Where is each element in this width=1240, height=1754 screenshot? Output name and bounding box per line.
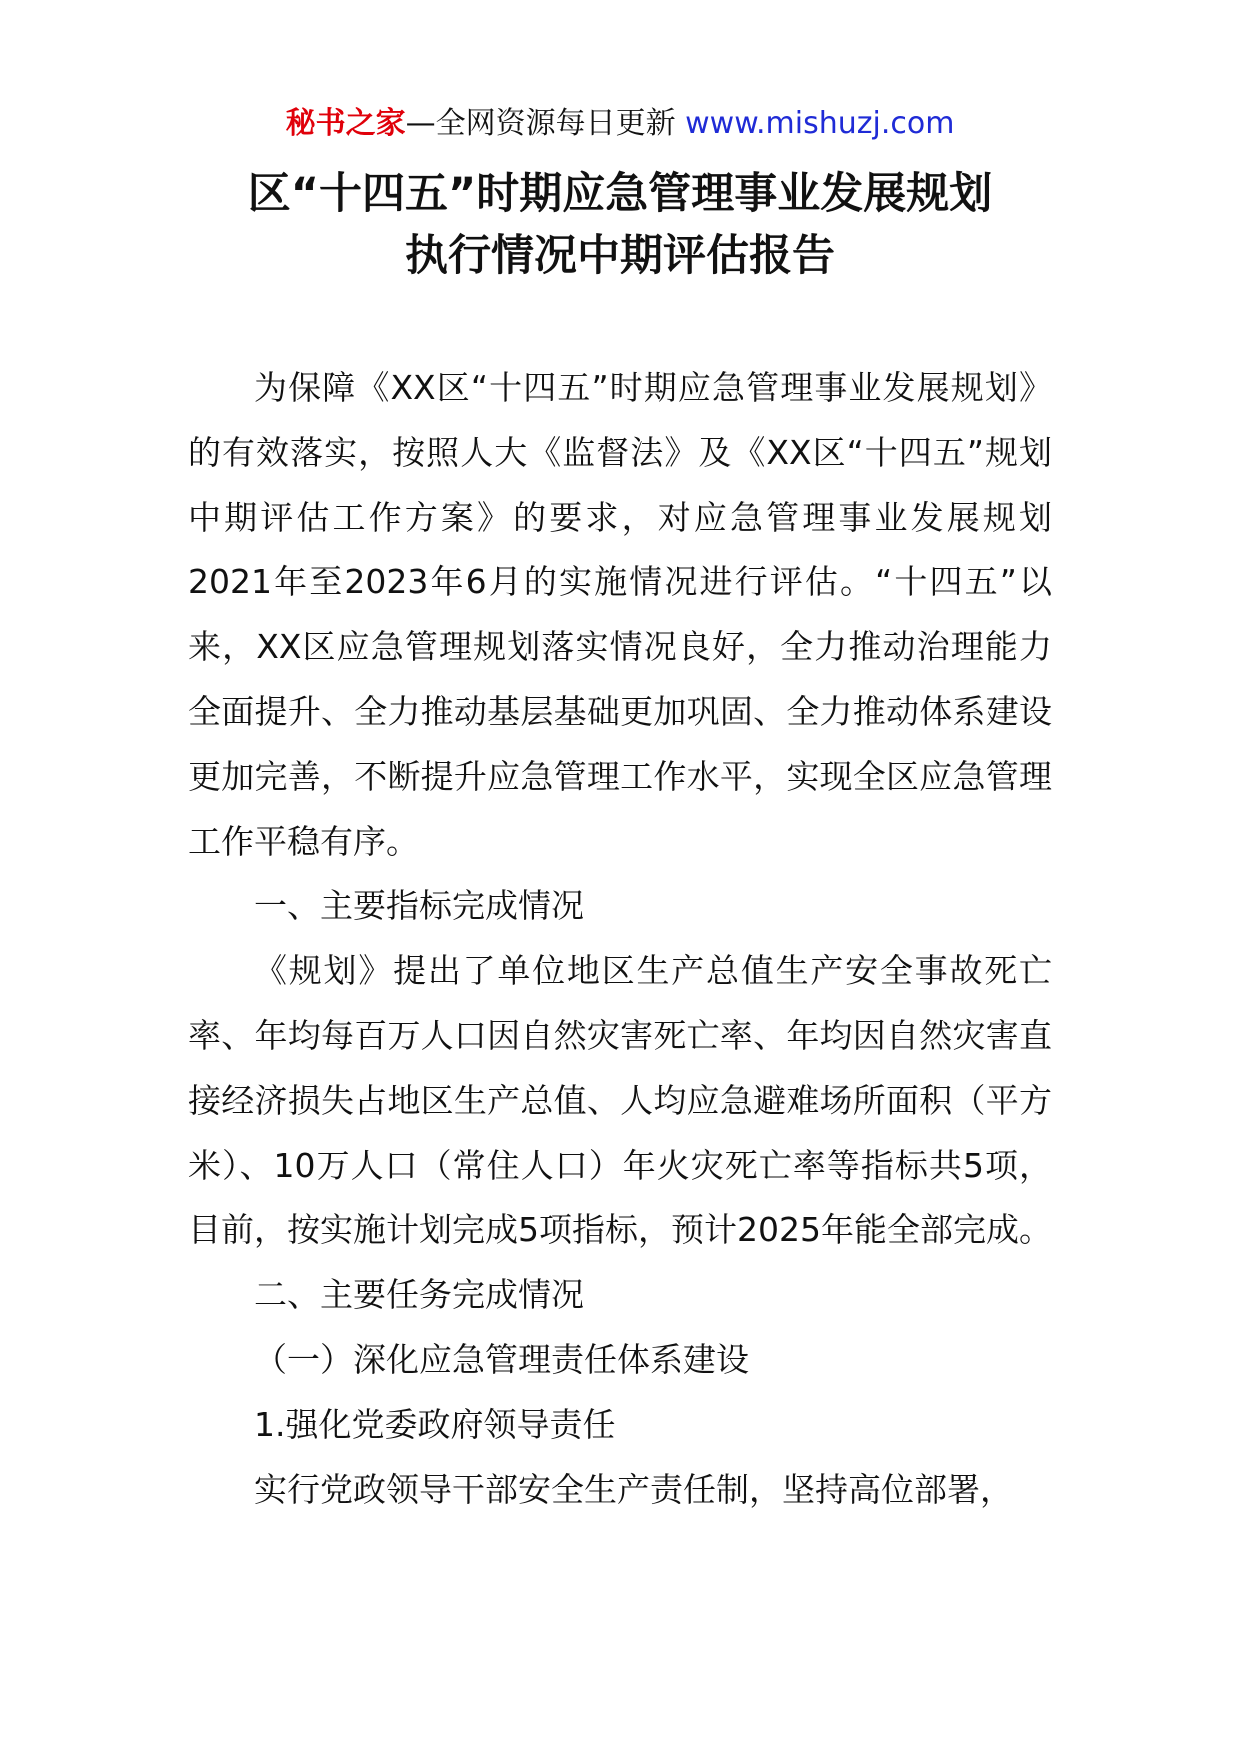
brand-name: 秘书之家	[285, 106, 406, 141]
intro-paragraph: 为保障《XX区“十四五”时期应急管理事业发展规划》的有效落实，按照人大《监督法》及《XX区“十四五”规划中期评估工作方案》的要求，对应急管理事业发展规划2021年至2023年6月的实施情况进行评估。“十四五”以来，XX区应急管理规划落实情况良好，全力推动治理能力全面提升、全力推动基层基础更加巩固、全力推动体系建设更加完善，不断提升应急管理工作水平，实现全区应急管理工作平稳有序。	[188, 368, 1052, 861]
body-paragraph: 实行党政领导干部安全生产责任制，坚持高位部署，	[254, 1469, 1013, 1509]
document-title-line-1: 区“十四五”时期应急管理事业发展规划	[247, 169, 993, 219]
site-header	[0, 100, 1240, 148]
subsection-heading: （一）深化应急管理责任体系建设	[254, 1339, 749, 1379]
document-title-line-2: 执行情况中期评估报告	[405, 231, 835, 281]
section-heading-2: 二、主要任务完成情况	[254, 1275, 584, 1315]
site-url-link[interactable]: www.mishuzj.com	[685, 106, 955, 141]
indicators-paragraph: 《规划》提出了单位地区生产总值生产安全事故死亡率、年均每百万人口因自然灾害死亡率、年均因自然灾害直接经济损失占地区生产总值、人均应急避难场所面积（平方米）、10万人口（常住人口）年火灾死亡率等指标共5项，目前，按实施计划完成5项指标，预计2025年能全部完成。	[188, 951, 1052, 1250]
section-heading-1: 一、主要指标完成情况	[254, 886, 584, 926]
item-heading: 1.强化党委政府领导责任	[254, 1404, 616, 1444]
site-tagline: —全网资源每日更新	[405, 106, 686, 141]
document-body	[188, 356, 1052, 1522]
